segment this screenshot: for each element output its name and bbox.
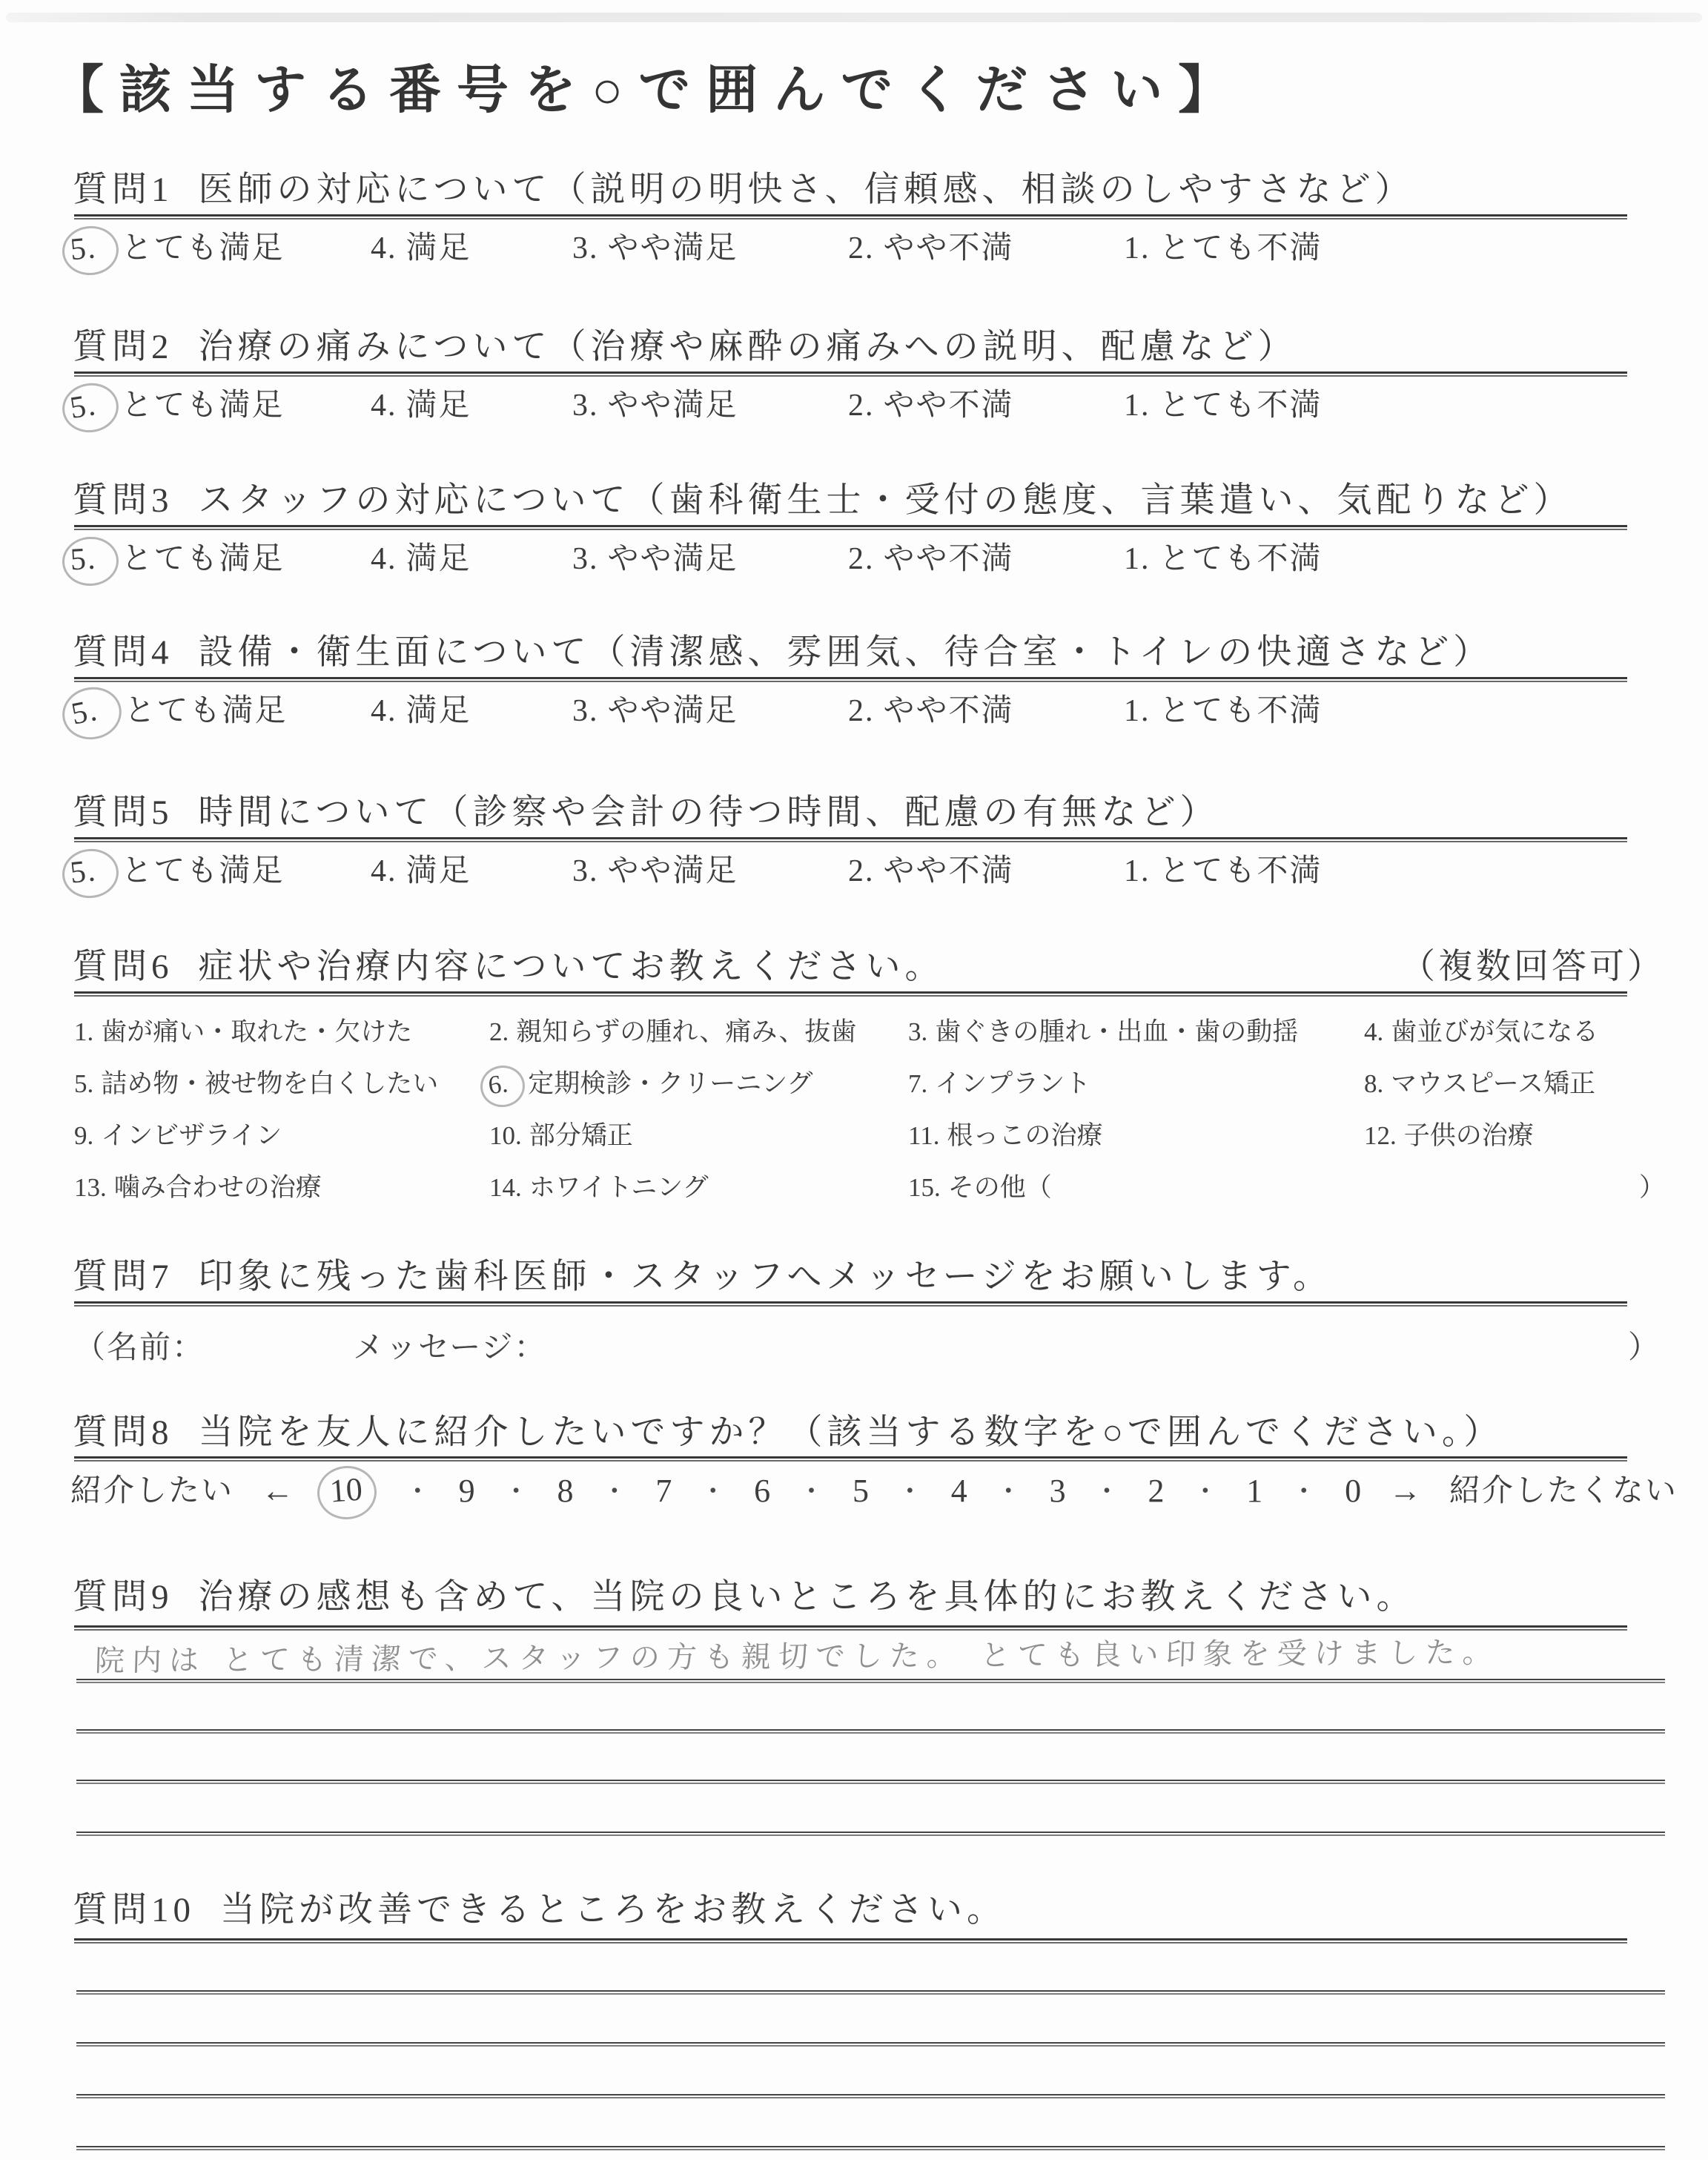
symptom-item-6[interactable]: 6. 定期検診・クリーニング [489, 1069, 908, 1100]
symptom-item-9[interactable]: 9. インビザライン [74, 1121, 282, 1150]
divider-rule [74, 1625, 1627, 1631]
close-paren: ） [1627, 1331, 1661, 1365]
option-5-very-satisfied[interactable]: 5. とても満足 [74, 694, 371, 730]
option-2-somewhat-dissatisfied[interactable]: 2. やや不満 [848, 542, 1014, 576]
question8-title: 当院を友人に紹介したいですか？（該当する数字を○で囲んでください。） [198, 1413, 1503, 1452]
nps-score-8[interactable]: 8 [557, 1472, 574, 1509]
answer-line[interactable] [76, 1780, 1665, 1784]
nps-scale-row [70, 1470, 1678, 1510]
option-4-satisfied[interactable]: 4. 満足 [371, 542, 471, 576]
question6-header [73, 949, 1665, 985]
question6-number: 質問6 [73, 948, 173, 986]
symptom-item-5[interactable]: 5. 詰め物・被せ物を白くしたい [74, 1069, 439, 1098]
question6-row4 [74, 1173, 1665, 1203]
symptom-item-8[interactable]: 8. マウスピース矯正 [1364, 1069, 1596, 1098]
question2-options [67, 387, 1665, 426]
question3-header [73, 483, 1665, 519]
option-5-very-satisfied[interactable]: 5. とても満足 [74, 389, 371, 423]
pencil-circle-mark: 5. [61, 535, 119, 587]
question2-title: 治療の痛みについて（治療や麻酔の痛みへの説明、配慮など） [198, 328, 1297, 366]
question9-number: 質問9 [73, 1578, 173, 1616]
dot-separator: ・ [1290, 1476, 1317, 1506]
question1-options [68, 231, 1665, 268]
option-3-somewhat-satisfied[interactable]: 3. やや満足 [572, 694, 738, 728]
nps-score-0[interactable]: 0 [1345, 1472, 1362, 1509]
option-5-very-satisfied[interactable]: 5. とても満足 [74, 542, 371, 577]
question7-answer-row [74, 1323, 1661, 1367]
question10-title: 当院が改善できるところをお教えください。 [220, 1891, 1006, 1929]
page-title: 【該当する番号を○で囲んでください】 [52, 62, 1246, 119]
symptom-item-7[interactable]: 7. インプラント [908, 1069, 1091, 1098]
option-2-somewhat-dissatisfied[interactable]: 2. やや不満 [848, 231, 1014, 265]
answer-line[interactable] [76, 2146, 1665, 2150]
divider-rule [74, 1301, 1627, 1307]
question10-number: 質問10 [73, 1891, 195, 1929]
symptom-item-2[interactable]: 2. 親知らずの腫れ、痛み、抜歯 [489, 1017, 857, 1046]
pencil-circle-mark: 5. [60, 224, 120, 278]
option-2-somewhat-dissatisfied[interactable]: 2. やや不満 [848, 389, 1014, 423]
question3-title: スタッフの対応について（歯科衛生士・受付の態度、言葉遣い、気配りなど） [198, 481, 1573, 520]
divider-rule [74, 214, 1627, 219]
pencil-circle-mark: 5. [59, 380, 122, 437]
question7-number: 質問7 [73, 1258, 173, 1296]
nps-score-5[interactable]: 5 [852, 1472, 869, 1509]
nps-score-7[interactable]: 7 [655, 1472, 672, 1509]
dot-separator: ・ [896, 1476, 924, 1506]
symptom-item-14[interactable]: 14. ホワイトニング [489, 1173, 709, 1202]
dot-separator: ・ [600, 1476, 628, 1506]
divider-rule [74, 525, 1627, 530]
dot-separator: ・ [995, 1476, 1022, 1506]
question7-header [73, 1259, 1665, 1295]
answer-line[interactable] [76, 2042, 1665, 2047]
question2-header [73, 329, 1665, 366]
question6-row1 [74, 1017, 1665, 1047]
answer-line[interactable] [76, 1729, 1665, 1734]
dot-separator: ・ [404, 1476, 431, 1506]
option-3-somewhat-satisfied[interactable]: 3. やや満足 [572, 542, 738, 576]
nps-score-2[interactable]: 2 [1148, 1472, 1165, 1509]
divider-rule [74, 371, 1627, 377]
scale-right-label: 紹介したくない [1449, 1473, 1678, 1508]
divider-rule [74, 991, 1627, 997]
symptom-item-3[interactable]: 3. 歯ぐきの腫れ・出血・歯の動揺 [908, 1017, 1299, 1046]
dot-separator: ・ [1191, 1476, 1219, 1506]
nps-score-4[interactable]: 4 [950, 1472, 967, 1509]
question4-title: 設備・衛生面について（清潔感、雰囲気、待合室・トイレの快適さなど） [198, 633, 1493, 672]
question1-title: 医師の対応について（説明の明快さ、信頼感、相談のしやすさなど） [198, 171, 1414, 209]
symptom-item-1[interactable]: 1. 歯が痛い・取れた・欠けた [74, 1017, 413, 1046]
option-1-very-dissatisfied[interactable]: 1. とても不満 [1124, 542, 1323, 576]
symptom-item-12[interactable]: 12. 子供の治療 [1364, 1121, 1534, 1150]
question1-header [73, 172, 1665, 208]
option-5-very-satisfied[interactable]: 5. とても満足 [74, 854, 371, 889]
option-2-somewhat-dissatisfied[interactable]: 2. やや不満 [848, 854, 1014, 888]
option-5-very-satisfied[interactable]: 5. とても満足 [74, 231, 371, 266]
symptom-item-11[interactable]: 11. 根っこの治療 [908, 1121, 1103, 1150]
name-field-label: （名前： [74, 1331, 205, 1365]
nps-score-10[interactable] [322, 1470, 377, 1510]
answer-line[interactable] [76, 2094, 1665, 2098]
question8-header [73, 1415, 1665, 1451]
question5-number: 質問5 [73, 793, 173, 832]
divider-rule [74, 837, 1627, 842]
symptom-item-4[interactable]: 4. 歯並びが気になる [1364, 1017, 1599, 1046]
symptom-item-15-other[interactable]: 15. その他（ ） [908, 1173, 1665, 1202]
question10-header [73, 1892, 1665, 1929]
question5-header [73, 795, 1665, 831]
dot-separator: ・ [1093, 1476, 1121, 1506]
question4-options [68, 693, 1665, 732]
option-1-very-dissatisfied[interactable]: 1. とても不満 [1124, 389, 1323, 423]
divider-rule [74, 1938, 1627, 1943]
question3-options [69, 541, 1665, 578]
scale-left-label: 紹介したい [70, 1473, 234, 1508]
nps-score-6[interactable]: 6 [754, 1472, 771, 1509]
question9-header [73, 1579, 1665, 1616]
question6-title: 症状や治療内容についてお教えください。 [198, 948, 944, 986]
symptom-item-13[interactable]: 13. 噛み合わせの治療 [74, 1173, 322, 1202]
question1-number: 質問1 [73, 171, 173, 209]
question4-header [73, 635, 1665, 671]
right-arrow-icon: → [1388, 1472, 1422, 1509]
dot-separator: ・ [699, 1476, 726, 1506]
question5-options [68, 853, 1665, 891]
pencil-circle-mark: 5. [60, 846, 121, 901]
pencil-circle-mark: 6. [478, 1063, 528, 1110]
dot-separator: ・ [798, 1476, 825, 1506]
dot-separator: ・ [503, 1476, 530, 1506]
pencil-circle-mark: 5. [58, 682, 125, 744]
question2-number: 質問2 [73, 328, 173, 366]
option-4-satisfied[interactable]: 4. 満足 [371, 389, 471, 423]
question6-row2 [74, 1069, 1665, 1100]
nps-score-9[interactable]: 9 [458, 1472, 475, 1509]
question4-number: 質問4 [73, 633, 173, 672]
answer-line[interactable] [76, 1679, 1665, 1683]
multiple-answers-note: （複数回答可） [1400, 948, 1665, 986]
question8-number: 質問8 [73, 1413, 173, 1452]
question3-number: 質問3 [73, 481, 173, 520]
question6-row3 [74, 1121, 1665, 1151]
scan-artifact [6, 13, 1702, 22]
option-4-satisfied[interactable]: 4. 満足 [371, 231, 471, 265]
option-3-somewhat-satisfied[interactable]: 3. やや満足 [572, 389, 738, 423]
handwritten-answer: 院内は とても清潔で、スタッフの方も親切でした。 とても良い印象を受けました。 [94, 1635, 1500, 1679]
option-1-very-dissatisfied[interactable]: 1. とても不満 [1124, 694, 1323, 728]
question9-title: 治療の感想も含めて、当院の良いところを具体的にお教えください。 [198, 1578, 1416, 1616]
question5-title: 時間について（診察や会計の待つ時間、配慮の有無など） [198, 793, 1219, 832]
option-4-satisfied[interactable]: 4. 満足 [371, 694, 471, 728]
option-4-satisfied[interactable]: 4. 満足 [371, 854, 471, 888]
option-3-somewhat-satisfied[interactable]: 3. やや満足 [572, 231, 738, 265]
option-1-very-dissatisfied[interactable]: 1. とても不満 [1124, 231, 1323, 265]
answer-line[interactable] [76, 1832, 1665, 1836]
answer-line[interactable] [76, 1990, 1665, 1995]
question7-title: 印象に残った歯科医師・スタッフへメッセージをお願いします。 [198, 1258, 1332, 1296]
symptom-item-10[interactable]: 10. 部分矯正 [489, 1121, 633, 1150]
divider-rule [74, 677, 1627, 682]
other-close-paren: ） [1638, 1173, 1665, 1202]
nps-score-1[interactable]: 1 [1246, 1472, 1263, 1509]
option-1-very-dissatisfied[interactable]: 1. とても不満 [1124, 854, 1323, 888]
left-arrow-icon: ← [261, 1472, 294, 1509]
pencil-circle-mark: 10 [315, 1464, 378, 1521]
nps-score-3[interactable]: 3 [1049, 1472, 1066, 1509]
option-2-somewhat-dissatisfied[interactable]: 2. やや不満 [848, 694, 1014, 728]
divider-rule [74, 1456, 1627, 1462]
message-field-label: メッセージ： [353, 1331, 547, 1365]
option-3-somewhat-satisfied[interactable]: 3. やや満足 [572, 854, 738, 888]
